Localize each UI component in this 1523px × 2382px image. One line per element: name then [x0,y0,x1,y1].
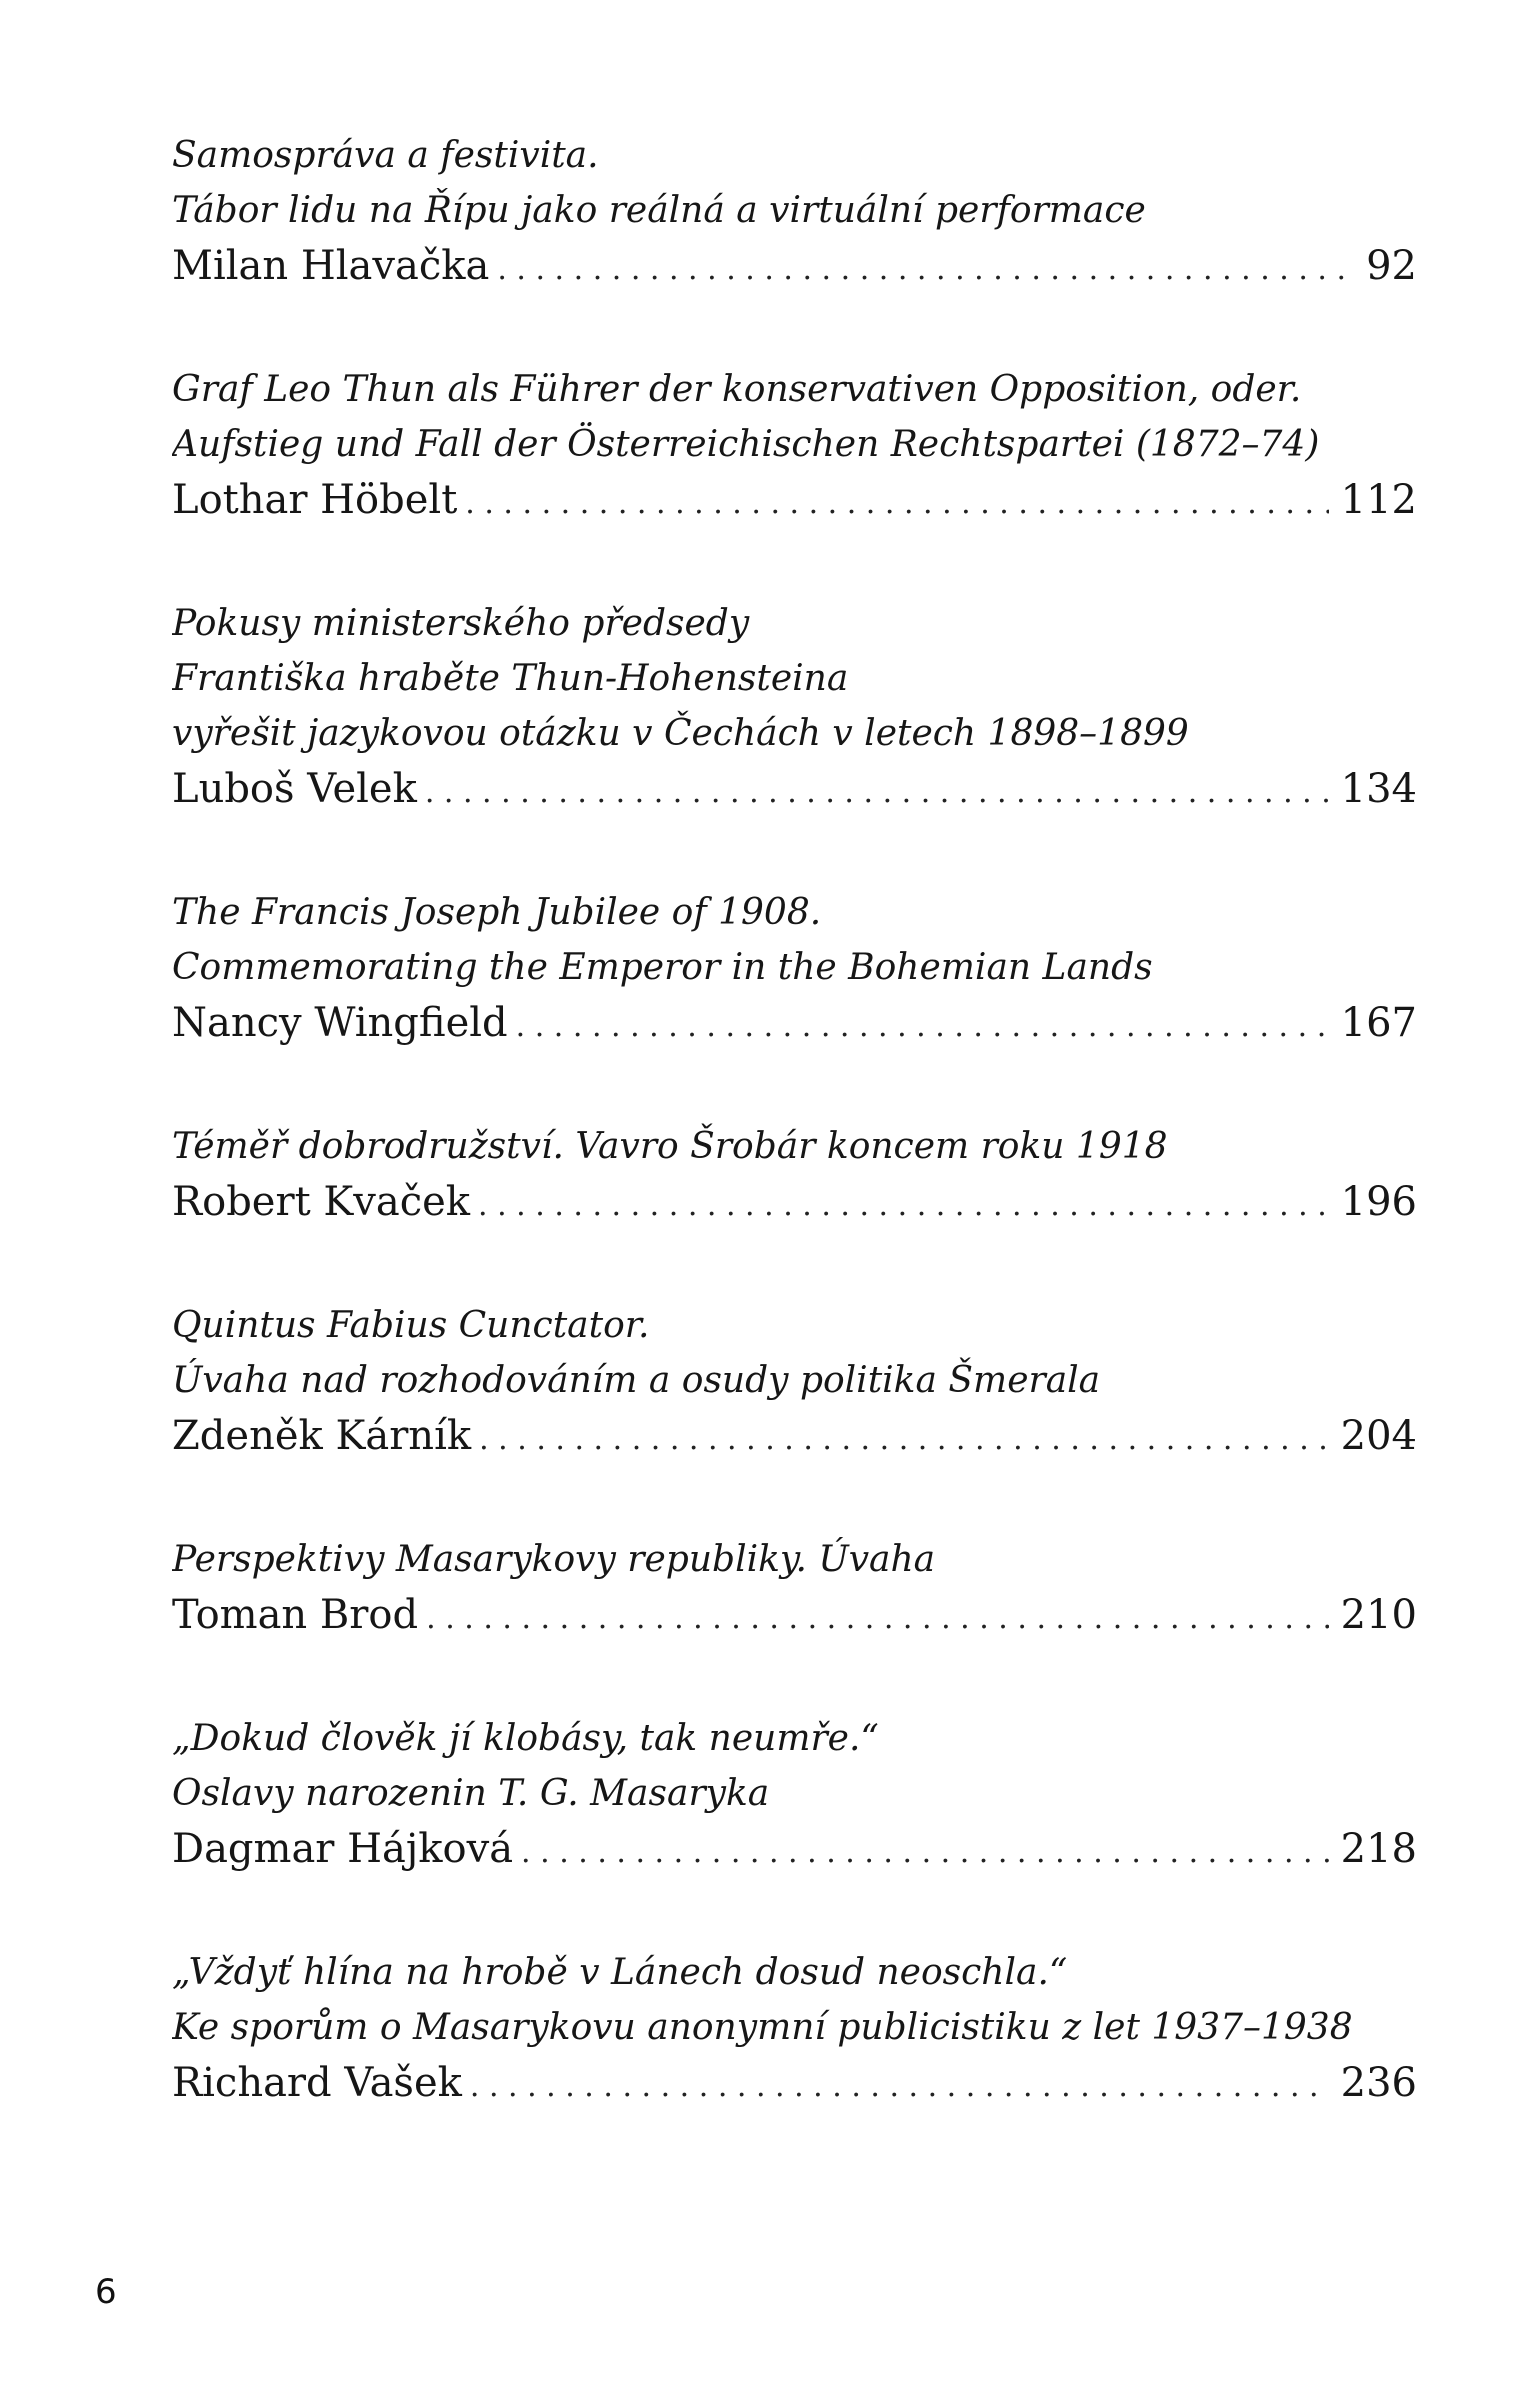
entry-author: Robert Kvaček [172,1179,471,1225]
author-row [172,2055,1417,2111]
entry-page-number: 92 [1366,243,1417,289]
entry-page-number: 236 [1340,2060,1417,2106]
entry-title-line: Pokusy ministerského předsedy [172,603,750,644]
toc-entry [172,1119,1417,1230]
dot-leader [497,242,1354,298]
entry-title-line: Commemorating the Emperor in the Bohemian Lands [172,947,1153,988]
page-number: 6 [95,2272,117,2312]
entry-title-line: Oslavy narozenin T. G. Masaryka [172,1773,770,1814]
entry-author: Luboš Velek [172,766,417,812]
entry-title-line: Tábor lidu na Řípu jako reálná a virtuální performace [172,190,1146,231]
entry-page-number: 167 [1340,1000,1417,1046]
dot-leader [465,476,1328,532]
entry-title-line: Samospráva a festivita. [172,135,599,176]
entry-title-line: „Vždyť hlína na hrobě v Lánech dosud neoschla.“ [172,1952,1068,1993]
author-row [172,472,1417,528]
entry-title-line: Perspektivy Masarykovy republiky. Úvaha [172,1539,936,1580]
dot-leader [516,999,1329,1055]
author-row [172,1821,1417,1877]
entry-author: Dagmar Hájková [172,1826,514,1872]
toc-entry [172,1298,1417,1464]
entry-title-line: Téměř dobrodružství. Vavro Šrobár koncem roku 1918 [172,1126,1168,1167]
entry-author: Toman Brod [172,1592,419,1638]
entry-title-line: Františka hraběte Thun-Hohensteina [172,658,849,699]
toc-entry [172,1945,1417,2111]
dot-leader [425,765,1329,821]
author-row [172,995,1417,1051]
entry-title-line: The Francis Joseph Jubilee of 1908. [172,892,822,933]
dot-leader [478,1178,1329,1234]
entry-page-number: 134 [1340,766,1417,812]
author-row [172,761,1417,817]
toc-entry [172,362,1417,528]
dot-leader [426,1591,1329,1647]
toc-entry [172,128,1417,294]
dot-leader [479,1412,1329,1468]
entry-author: Milan Hlavačka [172,243,490,289]
entry-title-line: „Dokud člověk jí klobásy, tak neumře.“ [172,1718,879,1759]
entry-page-number: 196 [1340,1179,1417,1225]
dot-leader [470,2059,1329,2115]
toc-entry [172,885,1417,1051]
toc-entry [172,1532,1417,1643]
entry-author: Nancy Wingfield [172,1000,508,1046]
entry-page-number: 112 [1340,477,1417,523]
entry-page-number: 204 [1340,1413,1417,1459]
author-row [172,1174,1417,1230]
entry-page-number: 210 [1340,1592,1417,1638]
entry-title-line: vyřešit jazykovou otázku v Čechách v letech 1898–1899 [172,713,1189,754]
entry-author: Zdeněk Kárník [172,1413,472,1459]
entry-title-line: Aufstieg und Fall der Österreichischen Rechtspartei (1872–74) [172,424,1320,465]
entry-title-line: Quintus Fabius Cunctator. [172,1305,650,1346]
entry-title-line: Graf Leo Thun als Führer der konservativen Opposition, oder. [172,369,1302,410]
dot-leader [521,1825,1329,1881]
toc-entry [172,596,1417,817]
entry-author: Richard Vašek [172,2060,462,2106]
toc-entry [172,1711,1417,1877]
entry-title-line: Ke sporům o Masarykovu anonymní publicistiku z let 1937–1938 [172,2007,1353,2048]
entry-author: Lothar Höbelt [172,477,458,523]
author-row [172,1587,1417,1643]
table-of-contents [172,128,1417,2179]
author-row [172,238,1417,294]
entry-title-line: Úvaha nad rozhodováním a osudy politika Šmerala [172,1360,1101,1401]
author-row [172,1408,1417,1464]
entry-page-number: 218 [1340,1826,1417,1872]
